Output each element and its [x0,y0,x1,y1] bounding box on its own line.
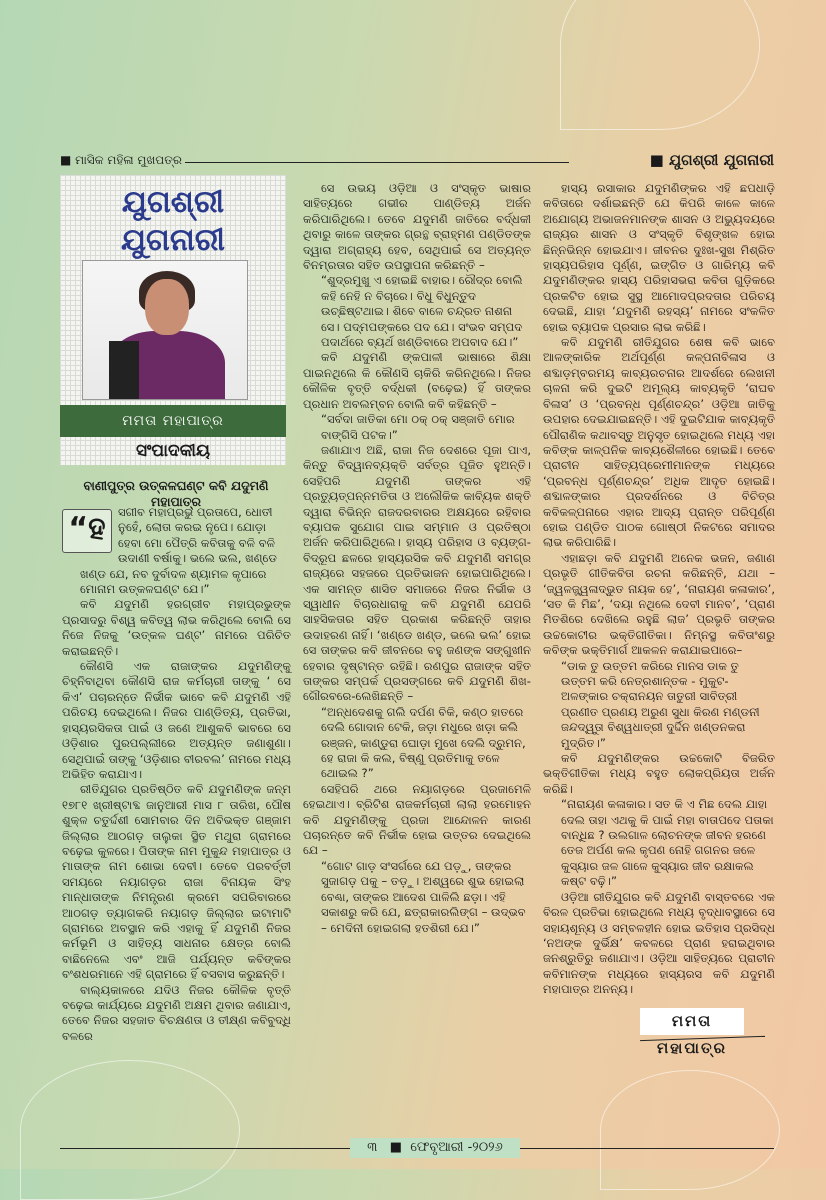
floral-decoration [600,1070,780,1190]
floral-decoration [560,0,760,130]
article-column-1 [62,505,291,1044]
page-number: ୩ [367,1140,378,1155]
footer-separator: ■ [389,1140,403,1155]
paragraph: ଜଣାଯାଏ ଅଛି, ରାଜା ନିଜ ଦେଶରେ ପୂଜା ପାଏ, କିନ୍ତୁ ବିଦ୍ୱାନବ୍ୟକ୍ତି ସର୍ବତ୍ର ପୂଜିତ ହୁଅନ୍ତି। ସେହିପରି ଯଦୁମଣି ତାଙ୍କର ଏହି ପ୍ରତ୍ୟୁତ୍ପନ୍ନମତିତା ଓ ଅଲୌକିକ କାବ୍ୟିକ ଶକ୍ତି ଦ୍ୱାରା ବିଭିନ୍ନ ରାଜଦରବାରର ଅକ୍ଷୟରେ ରହିବାର ବ୍ୟାପକ ସୁଯୋଗ ପାଇ ସମ୍ମାନ ଓ ପ୍ରତିଷ୍ଠା ଅର୍ଜନ କରିପାରିଥିଲେ। ହାସ୍ୟ ପରିହାସ ଓ ବ୍ୟଙ୍ଗ-ବିଦ୍ରୂପ ଛଳରେ ହାସ୍ୟରସିକ କବି ଯଦୁମଣି ସମଗ୍ର ରାଜ୍ୟରେ ସହଜରେ ପ୍ରତିଭାଜନ ହୋଇପାରିଥିଲେ। ଏକ ସାମନ୍ତ ଶାସିତ ସମାଜରେ ନିଜର ନିର୍ଭୀକ ଓ ସ୍ୱାଧୀନ ବିଚାରଧାରାକୁ କବି ଯଦୁମଣି ଯେପରି ସାହସିକତାର ସହିତ ପ୍ରକାଶ କରିଛନ୍ତି ତାହାର ଉଦାହରଣ ନାହିଁ। ‘ଖଣ୍ଡେ ଖଣ୍ଡ, ଭଲେ ଭଲ’ ହୋଇ ସେ ତାଙ୍କର କବି ଜୀବନରେ ବହୁ ଜଣଙ୍କ ସଙ୍ଗୁଖୀନ ହେବାର ଦୃଷ୍ଟାନ୍ତ ରହିଛି। ରଣପୁର ରାଜାଙ୍କ ସହିତ ତାଙ୍କର ସମ୍ପର୍କ ପ୍ରସଙ୍ଗରେ କବି ଯଦୁମଣି ଶିଖ-ଗୌରବରେ-ଲେଖିଛନ୍ତି – [303,442,531,704]
paragraph: ହାସ୍ୟ ରସାକାର ଯଦୁମଣିଙ୍କର ଏହି ଛପଧାଡ଼ି କବିତାରେ ଦର୍ଶାଇଛନ୍ତି ଯେ କିପରି କାଳେ କାଳେ ଅଯୋଗ୍ୟ ଅଭାଜନମାନଙ୍କ ଶାସନ ଓ ଅଭ୍ୟୁଦୟରେ ରାଜ୍ୟର ଶାସନ ଓ ସଂସ୍କୃତି ବିଶୃଙ୍ଖଳ ହୋଇ ଛିନ୍ନଭିନ୍ନ ହୋଇଯାଏ। ଜୀବନର ଦୁଃଖ-ସୁଖ ମିଶ୍ରିତ ହାସ୍ୟପରିହାସ ପୂର୍ଣ୍ଣ, ଇଙ୍ଗିତ ଓ ଗାରିମ୍ୟ କବି ଯଦୁମଣିଙ୍କର ହାସ୍ୟ ପରିହାସଭରା କବିତା ଗୁଡ଼ିକରେ ପ୍ରକଟିତ ହୋଇ ସୁସ୍ଥ ଆମୋଦପ୍ରଦତାର ପରିଚୟ ଦେଇଛି, ଯାହା ‘ଯଦୁମଣି ରହସ୍ୟ’ ନାମରେ ସଂକଳିତ ହୋଇ ବ୍ୟାପକ ପ୍ରସାର ଲାଭ କରିଛି। [543,181,775,334]
paragraph: କବି ଯଦୁମଣି ଙ୍କପାଳୀ ଭାଷାରେ ଶିକ୍ଷା ପାଇନଥିଲେ କି କୌଣସି ଚାକିରି କରିନଥିଲେ। ନିଜର କୌଳିକ ବୃତ୍ତି ବର୍ଦ୍ଧକୀ (ବଢ଼େଇ) ହିଁ ତାଙ୍କର ପ୍ରଧାନ ଅବଲମ୍ବନ ବୋଲି କବି କହିଛନ୍ତି – [303,350,531,411]
article-column-3 [543,181,775,1057]
verse-quote: “ଡାକ ତୁ ଉତ୍ତମ କରିରେ ମାନସ ଡାକ ତୁ ଉତ୍ତମ କରି ନେତ୍ରଶାନ୍ତକ - ମୁକୁଟ- ଅଳଙ୍କାର ଚକ୍ରାନୟନ ତାତୁରୀ ସାବିତ୍ରୀ ପ୍ରଣୀତ ପ୍ରଣୟ ଅରୁଣ ସୁଧା କିରଣ ମଣ୍ଡନୀ ଜନ୍ଦଦ୍ୱୁତା ବିଶ୍ୱଧାତ୍ରୀ ଦୁର୍ଦ୍ଦିନ ଖଣ୍ଡନକରା ମୁଦ୍ରିତ।” [561,658,760,750]
page-header [60,153,774,173]
verse-quote: “ଗୋଟ ଗାଡ଼ ସଂସର୍ଗରେ ଯେ ପଡ଼ୁ, ତାଙ୍କର ସୁଜାଗଡ଼ ପକୁ – ତଡ଼ୁ। ଅଶ୍ୱରେ ଶୁଭ ହୋଇଲା ବେଣ୍ଢା, ତାଙ୍କର ଆଦେଶ ପାଳିଲି ଛଡ଼ା। ଏହି ସକାଶରୁ କରି ଯେ, ଛତ୍ରାକାରଲିଙ୍ଗ – ଉଦ୍ଭବ – ମେଦିନୀ ହୋଇଗଲା ହତଶିରୀ ଯେ।” [321,858,526,935]
magazine-title: ଯୁଗଶ୍ରୀ ଯୁଗନାରୀ [120,184,226,258]
article-subtitle: ବାଣୀପୁତ୍ର ଉତ୍କଳଘଣ୍ଟ କବି ଯଦୁମଣି ମହାପାତ୍ର [83,478,269,509]
drop-cap: “ହ [62,509,112,553]
paragraph: କବି ଯଦୁମଣି ରୀତିଯୁଗର ଶେଷ କବି ଭାବେ ଆଳଙ୍କାରିକ ଅର୍ଥପୂର୍ଣ୍ଣ କଳ୍ପନାବିଳାସ ଓ ଶବ୍ଦାଡ଼ମ୍ବରମୟ କାବ୍ୟରଚନାର ଆଦର୍ଶରେ ଲେଖନୀ ଚାଳନା କରି ଦୁଇଟି ଅମୂଲ୍ୟ କାବ୍ୟକୃତି ‘ରାଘବ ବିଳାସ’ ଓ ‘ପ୍ରବନ୍ଧ ପୂର୍ଣ୍ଣଚନ୍ଦ୍ର’ ଓଡ଼ିଆ ଜାତିକୁ ଉପହାର ଦେଇଯାଇଛନ୍ତି। ଏହି ଦୁଇଟିଯାକ କାବ୍ୟକୃତି ପୌରାଣିକ କଥାବସ୍ତୁ ଅନୁସୃତ ହୋଇଥିଲେ ମଧ୍ୟ ଏହା କବିଙ୍କ କାଳ୍ପନିକ କାବ୍ୟଶୈଳୀରେ ହୋଇଛି। ତେବେ ପ୍ରାଚୀନ ସାହିତ୍ୟପ୍ରେମୀମାନଙ୍କ ମଧ୍ୟରେ ‘ପ୍ରବନ୍ଧ ପୂର୍ଣ୍ଣଚନ୍ଦ୍ର’ ଅଧିକ ଆଦୃତ ହୋଇଛି। ଶବ୍ଦାଳଙ୍କାର ପ୍ରଦର୍ଶନରେ ଓ ବିଚିତ୍ର କବିକଳ୍ପନାରେ ଏହାର ଆଦ୍ୟ ପ୍ରାନ୍ତ ପରିପୂର୍ଣ୍ଣ ହୋଇ ପଣ୍ଡିତ ପାଠକ ଗୋଷ୍ଠୀ ନିକଟରେ ସମାଦର ଲାଭ କରିପାରିଛି। [543,335,775,550]
verse-quote: ସଗୀବ ମହାପ୍ରଭୁ ପ୍ରତାପେ, ଧୋତୀ ନୁହେଁ, ଲୋତା କରଇ ନୃପେ। ଯୋଡ଼ା ହେବା ମୋ ପୈତ୍ରି କବିତାକୁ ବଳି ବଳି ଉଦାଣୀ ବର୍ଷାକୁ। ଭଲେ ଭଲ, ଖଣ୍ଡେ ଖଣ୍ଡ ଯେ, ନବ ଦୁର୍ବାଦଳ ଶ୍ୟାମଳ କୃପାରେ ମୋନାମ ଉତ୍କଳଘଣ୍ଟ ଯେ।” [80,505,277,597]
paragraph: ରୀତିଯୁଗର ପ୍ରତିଷ୍ଠିତ କବି ଯଦୁମଣିଙ୍କ ଜନ୍ମ ୧୭୮୧ ଖ୍ରୀଷ୍ଟାବ୍ଦ ଜାନୁଆରୀ ମାସ ୮ ତାରିଖ, ପୌଷ ଶୁକ୍ଳ ଚତୁର୍ଦ୍ଦଶୀ ସୋମବାର ଦିନ ଅବିଭକ୍ତ ଗଞ୍ଜାମ ଜିଲ୍ଲାର ଆଠଗଡ଼ ତାଲୁକା ସ୍ଥିତ ମଥୁରା ଗ୍ରାମରେ ବଢ଼େଇ କୁଳରେ। ପିତାଙ୍କ ନାମ ମୁକୁନ୍ଦ ମହାପାତ୍ର ଓ ମାତାଙ୍କ ନାମ ଶୋଭା ଦେବୀ। ତେବେ ପରବର୍ତ୍ତୀ ସମୟରେ ନୟାଗଡ଼ର ରାଜା ବିନାୟକ ସିଂହ ମାନ୍ଧାତାଙ୍କ ନିମନ୍ତ୍ରଣ କ୍ରମେ ସପରିବାରରେ ଆଠଗଡ଼ ତ୍ୟାଗକରି ନୟାଗଡ଼ ଜିଲ୍ଲାର ଇଟାମାଟି ଗ୍ରାମରେ ଅବସ୍ଥାନ କରି ଏହାକୁ ହିଁ ଯଦୁମଣି ନିଜର କର୍ମଭୂମି ଓ ସାହିତ୍ୟ ସାଧନାର କ୍ଷେତ୍ର ବୋଲି ବାଛିନେଲେ ଏବଂ ଆଜି ପର୍ଯ୍ୟନ୍ତ କବିଙ୍କର ବଂଶଧରମାନେ ଏହି ଗ୍ରାମରେ ହିଁ ବସବାସ କରୁଛନ୍ତି। [62,782,291,982]
verse-quote: “ଶୁଦ୍ରମୁଖୁ ଏ ହୋଇଛି ବାହାର। ରୌଦ୍ର ବୋଲି କହି ନେହି ନ ବିଚାରେ। ବିଧୁ ବିଧୁନ୍ତୁଦ ଉଚ୍ଛିଷ୍ଟଥାଇ। ଶିବେ ବାଳେ ଚନ୍ଦ୍ରତ ନାଶନା ସେ। ପଦ୍ମପଙ୍କରେ ପଦ ଯେ। ସଂଭବ ସମ୍ପଦ ପଦାର୍ଥରେ ବ୍ୟର୍ଥ ଖଣ୍ଡିବାରେ ଅପବାଦ ଯେ।” [321,273,523,350]
verse-quote: “ନାରାୟଣ କଳାକାର। ସତ କି ଏ ମିଛ ଦେଲ ଯାହା ଦେଲ ତାହା ଏଥକୁ କି ପାଇଁ ମହା ବାତାପଦେ ପତାକା ବାନ୍ଧିଛ ? ଉଲଗାଳ ଲୋଚନଙ୍କ ଜୀବନ ହରଣେ ତେଜ ଅର୍ପଣ କଲ କୃପଣ ନୋହି ଗଗନର ଜଳେ କୁସ୍ୟାର ଜଳ ଗାଳେ କୁସ୍ୟାର ଜୀବ ରକ୍ଷାକଲ କଷ୍ଟ ବଢ଼ି।” [561,797,774,889]
paragraph: କବି ଯଦୁମଣିଙ୍କର ଉଚ୍ଚକୋଟି ବିଜରିତ ଭକ୍ତିଗୀତିକା ମଧ୍ୟ ବହୁତ ଲୋକପ୍ରିୟତା ଅର୍ଜନ କରିଛି। [543,751,775,796]
verse-quote: “ସର୍ବଦା ଜାତିକା ମୋ ଠକ୍ ଠକ୍ ସଞ୍ଜାତି ମୋର ବାଙ୍ଗିସି ପଟକ।” [321,412,515,442]
paragraph: ବାଲ୍ୟକାଳରେ ଯଦିଓ ନିଜର କୌଳିକ ବୃତ୍ତି ବଢ଼େଇ କାର୍ଯ୍ୟରେ ଯଦୁମଣି ଅକ୍ଷମ ଥିବାର ଜଣାଯାଏ, ତେବେ ନିଜର ସହଜାତ ବିଚକ୍ଷଣତା ଓ ତୀକ୍ଷ୍ଣ କବିବୁଦ୍ଧି ବଳରେ [62,982,291,1043]
paragraph: ସେ ଉଭୟ ଓଡ଼ିଆ ଓ ସଂସ୍କୃତ ଭାଷାର ସାହିତ୍ୟରେ ଗଭୀର ପାଣ୍ଡିତ୍ୟ ଅର୍ଜନ କରିପାରିଥିଲେ। ତେବେ ଯଦୁମଣି ଜାତିରେ ବର୍ଦ୍ଧକୀ ଥିବାରୁ କାଳେ ତାଙ୍କର ଗ୍ରନ୍ଥ ବ୍ରାହ୍ମଣ ପଣ୍ଡିତଙ୍କ ଦ୍ୱାରା ଅଗ୍ରାହ୍ୟ ହେବ, ସେଥିପାଇଁ ସେ ଅତ୍ୟନ୍ତ ବିନମ୍ରତାର ସହିତ ଉପସ୍ଥାପନା କରିଛନ୍ତି – [303,181,531,273]
paragraph: ଓଡ଼ିଆ ରୀତିଯୁଗର କବି ଯଦୁମଣି ବାସ୍ତବରେ ଏକ ବିରଳ ପ୍ରତିଭା ହୋଇଥିଲେ ମଧ୍ୟ ବୃଦ୍ଧାବସ୍ଥାରେ ସେ ସହାୟଶୂନ୍ୟ ଓ ସମ୍ବଳହୀନ ହୋଇ ଇତିହାସ ପ୍ରସିଦ୍ଧ ‘ନଅଙ୍କ ଦୁର୍ଭିକ୍ଷ’ କବଳରେ ପ୍ରାଣ ହରାଇଥିବାର ଜନଶ୍ରୁତିରୁ ଜଣାଯାଏ। ଓଡ଼ିଆ ସାହିତ୍ୟରେ ପ୍ରାଚୀନ କବିମାନଙ୍କ ମଧ୍ୟରେ ହାସ୍ୟରସ କବି ଯଦୁମଣି ମହାପାତ୍ର ଅନନ୍ୟ। [543,889,775,997]
issue-date: ଫେବୃଆରୀ -୨୦୨୬ [410,1140,503,1155]
editor-signature: ମମତା ମହାପାତ୍ର [640,1008,744,1035]
magazine-name: ■ ଯୁଗଶ୍ରୀ ଯୁଗନାରୀ [649,151,774,169]
editorial-title-box [60,175,286,465]
floral-decoration [20,1060,240,1200]
editor-photo [82,260,248,400]
header-divider [185,162,569,163]
article-column-2 [303,181,531,936]
section-label: ସଂପାଦକୀୟ [135,441,211,461]
page-number-box [350,1138,520,1158]
page-footer [60,1138,774,1158]
paragraph: କବି ଯଦୁମଣି ହରଗ୍ରୀବ ମହାପ୍ରଭୁଙ୍କ ପ୍ରସାଦରୁ ବିଶ୍ୱ କବିତ୍ୱ ଲାଭ କରିଥିଲେ ବୋଲି ସେ ନିଜେ ନିଜକୁ ‘ଉତ୍କଳ ଘଣ୍ଟ’ ନାମରେ ପରିଚିତ କରାଇଛନ୍ତି। [62,597,291,658]
paragraph: ସେହିପରି ଥରେ ନୟାଗଡ଼ରେ ପ୍ରଜାମେଳି ହେଇଥାଏ। ବ୍ରିଟିଶ ରାଜକର୍ମଚାରୀ ଲାଲା ହରମୋହନ କବି ଯଦୁମଣିଙ୍କୁ ପ୍ରଜା ଆନ୍ଦୋଳନ କାରଣ ପଚାରନ୍ତେ କବି ନିର୍ଭୀକ ହୋଇ ଉତ୍ତର ଦେଇଥିଲେ ଯେ – [303,781,531,858]
paragraph: ଏହାଛଡ଼ା କବି ଯଦୁମଣି ଅନେକ ଭଜନ, ଜଣାଣ ପ୍ରଭୃତି ଗୀତିକବିତା ରଚନା କରିଛନ୍ତି, ଯଥା – ‘ଜ୍ୱଳଜ୍ଜ୍ୱଳାଦ୍ଭୁତ ନାୟକ ହେ’, ‘ନାରାୟଣ କଳାକାର’, ‘ସତ କି ମିଛ’, ‘ଦୟା ନଥିଲେ ଦେବୀ ମାନବ’, ‘ପ୍ରାଣ ମିତଶିରେ ଦେଖିଲେ ରହୁଛି ଲାଜ’ ପ୍ରଭୃତି ତାଙ୍କର ଉଚ୍ଚକୋଟୀର ଭକ୍ତିଗୀତିକା। ନିମ୍ନସ୍ଥ କବିତାଂଶରୁ କବିଙ୍କ ଭକ୍ତିମାର୍ଗ ଆକଳନ କରାଯାଇପାରେ– [543,550,775,658]
magazine-tagline: ■ ମାସିକ ମହିଳା ମୁଖପତ୍ର [60,153,182,167]
paragraph: କୌଣସି ଏକ ରାଜାଙ୍କର ଯଦୁମଣିଙ୍କୁ ଚିହ୍ନିବାଥିବା କୌଣସି ରାଜ କର୍ମଚାରୀ ତାଙ୍କୁ ‘ ସେ କିଏ’ ପଚାରନ୍ତେ ନିର୍ଭୀକ ଭାବେ କବି ଯଦୁମଣି ଏହି ପରିଚୟ ଦେଇଥିଲେ। ନିଜର ପାଣ୍ଡିତ୍ୟ, ପ୍ରତିଭା, ହାସ୍ୟରସିକତା ପାଇଁ ଓ ଜଣେ ଆଶୁକବି ଭାବରେ ସେ ଓଡ଼ିଶାର ପୁରପଲ୍ଲୀରେ ଅତ୍ୟନ୍ତ ଜଣାଶୁଣା। ସେଥିପାଇଁ ତାଙ୍କୁ ‘ଓଡ଼ିଶାର ବୀରବଲ’ ନାମରେ ମଧ୍ୟ ଅଭିହିତ କରାଯାଏ। [62,659,291,781]
verse-quote: “ଅନ୍ଧଦେଶକୁ ଗଲି ଦର୍ପଣ ବିକି, କଣ୍ଠ ହାତରେ ଦେଲି ଗୋଦାନ ଟେକି, ଜଡ଼ା ମଧୁରେ ଖଡ଼ା କଲି ରଞ୍ଜନ, କାଣ୍ଡୁରା ଘୋଡ଼ା ମୁଖେ ଦେଲି ଦ୍ରୁମନ, ହେ ରାଜା କି କଲ, ବିଷ୍ଣୁ ପ୍ରତିମାକୁ ତଳେ ଥୋଇଲ ?” [321,704,526,781]
signature-block [640,1008,770,1057]
editor-name: ମମତା ମହାପାତ୍ର [60,405,286,437]
